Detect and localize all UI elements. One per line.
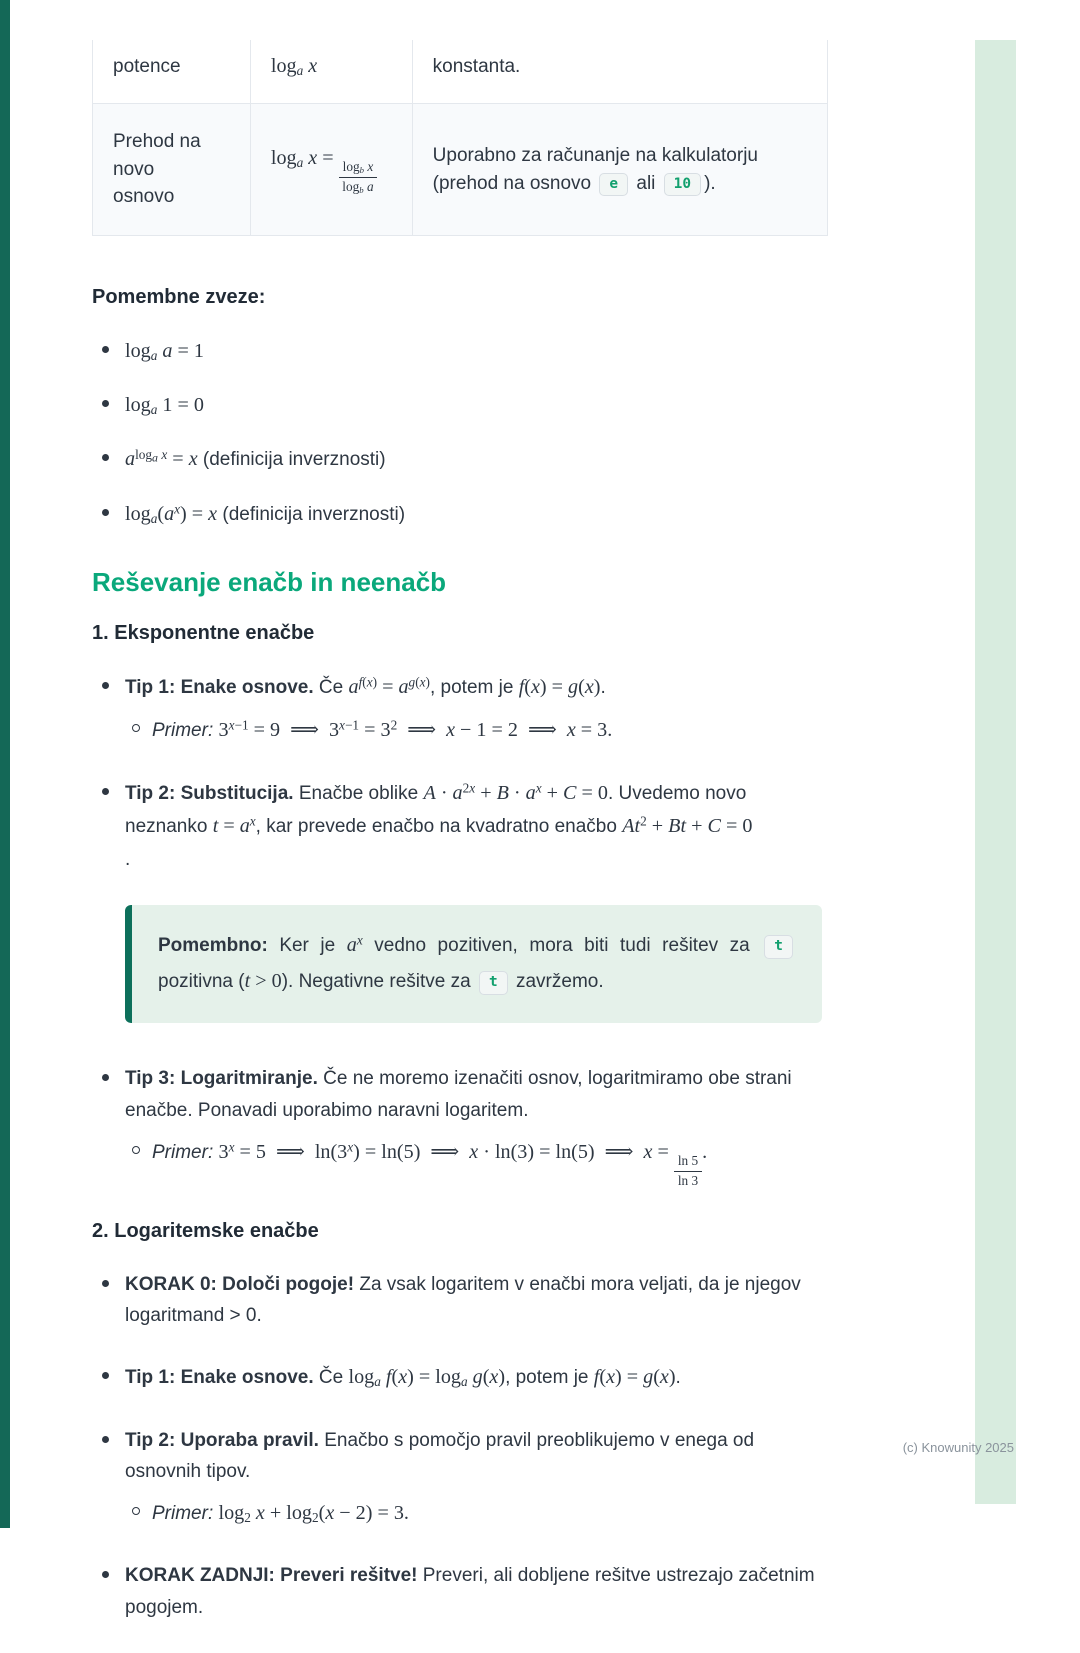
sub-list	[125, 1497, 828, 1530]
list-item-primer: Primer: $\log_2 x + \log_2(x - 2) = 3$.	[125, 1497, 828, 1530]
sub-list	[125, 714, 828, 747]
list-item-primer: Primer: $3^{x-1} = 9$ ⟹ $3^{x-1} = 3^2$ ⟹ x − 1 = 2 ⟹ x = 3.	[125, 714, 828, 747]
copyright-footer: (c) Knowunity 2025	[902, 1440, 1014, 1455]
list-item: $\log_a(a^x) = x$ (definicija inverznosti)	[92, 498, 828, 531]
section-heading-logaritemske: 2. Logaritemske enačbe	[92, 1219, 319, 1242]
eksponentne-tips-list	[92, 671, 828, 875]
table-cell-formula: $\log_a x$ = $\frac{\log_b x}{\log_b a}$	[250, 104, 412, 236]
zveze-list	[92, 335, 828, 531]
list-item-tip3	[92, 1063, 828, 1189]
list-item-tip1	[92, 671, 828, 747]
list-item-korak0: KORAK 0: Določi pogoje! Za vsak logaritem v enačbi mora veljati, da je njegov logaritmand > 0.	[92, 1269, 828, 1332]
logaritemske-tips-list	[92, 1269, 828, 1624]
tip1-text: Tip 1: Enake osnove. Če $a^{f(x)} = a^{g(x)}$, potem je f(x) = g(x).	[125, 674, 606, 698]
table-row-potence	[93, 40, 828, 104]
tip2-text: Tip 2: Uporaba pravil. Enačbo s pomočjo pravil preoblikujemo v enega od osnovnih tipov.	[125, 1429, 755, 1482]
table-cell-formula: $\log_a x$	[250, 40, 412, 104]
table-cell-note: Uporabno za računanje na kalkulatorju (prehod na osnovo e ali 10 ).	[412, 104, 827, 236]
left-accent-stripe	[0, 0, 10, 1528]
callout-text: Pomembno: Ker je $a^x$ vedno pozitiven, mora biti tudi rešitev za t pozitivna (t > 0). Negativne rešitve za t zavržemo.	[158, 935, 796, 992]
sub-list	[125, 1136, 828, 1190]
code-badge-e: e	[599, 173, 628, 197]
log-rules-table	[92, 40, 828, 236]
document-page	[92, 40, 828, 1653]
list-item: $\log_a a = 1$	[92, 335, 828, 368]
eksponentne-tips-list-2	[92, 1063, 828, 1189]
page-title-resevanje: Reševanje enačb in neenačb	[92, 566, 447, 597]
list-item-korak-zadnji: KORAK ZADNJI: Preveri rešitve! Preveri, ali dobljene rešitve ustrezajo začetnim pogojem.	[92, 1560, 828, 1623]
code-badge-10: 10	[664, 173, 701, 197]
list-item: $\log_a 1 = 0$	[92, 389, 828, 422]
important-callout	[125, 905, 822, 1024]
section-heading-pomembne-zveze: Pomembne zveze:	[92, 285, 266, 308]
code-badge-t: t	[479, 971, 508, 995]
table-cell-rule-name: Prehod na novo osnovo	[93, 104, 251, 236]
list-item-tip2: Tip 2: Substitucija. Enačbe oblike $A \cdot a^{2x} + B \cdot a^x + C = 0$. Uvedemo novo neznanko $t = a^x$, kar prevede enačbo na kvadratno enačbo $At^2 + Bt + C = 0$ .	[92, 777, 828, 875]
tip3-text: Tip 3: Logaritmiranje. Če ne moremo izenačiti osnov, logaritmiramo obe strani enačbe. Ponavadi uporabimo naravni logaritem.	[125, 1068, 792, 1121]
list-item-tip1: Tip 1: Enake osnove. Če $\log_a f(x) = \log_a g(x)$, potem je f(x) = g(x).	[92, 1361, 828, 1394]
table-cell-rule-name: potence	[93, 40, 251, 104]
section-heading-eksponentne: 1. Eksponentne enačbe	[92, 621, 315, 644]
table-cell-note: konstanta.	[412, 40, 827, 104]
code-badge-t: t	[764, 935, 793, 959]
list-item-primer: Primer: $3^x = 5$ ⟹ $\ln(3^x) = \ln(5)$ ⟹ x · ln(3) = ln(5) ⟹ x = $\frac{\ln 5}{\ln 3}$ .	[125, 1136, 828, 1190]
list-item-tip2	[92, 1425, 828, 1531]
right-accent-stripe	[975, 40, 1016, 1504]
list-item: $a^{log_a x} = x$ (definicija inverznosti)	[92, 443, 828, 476]
table-row-prehod-na-novo-osnovo	[93, 104, 828, 236]
